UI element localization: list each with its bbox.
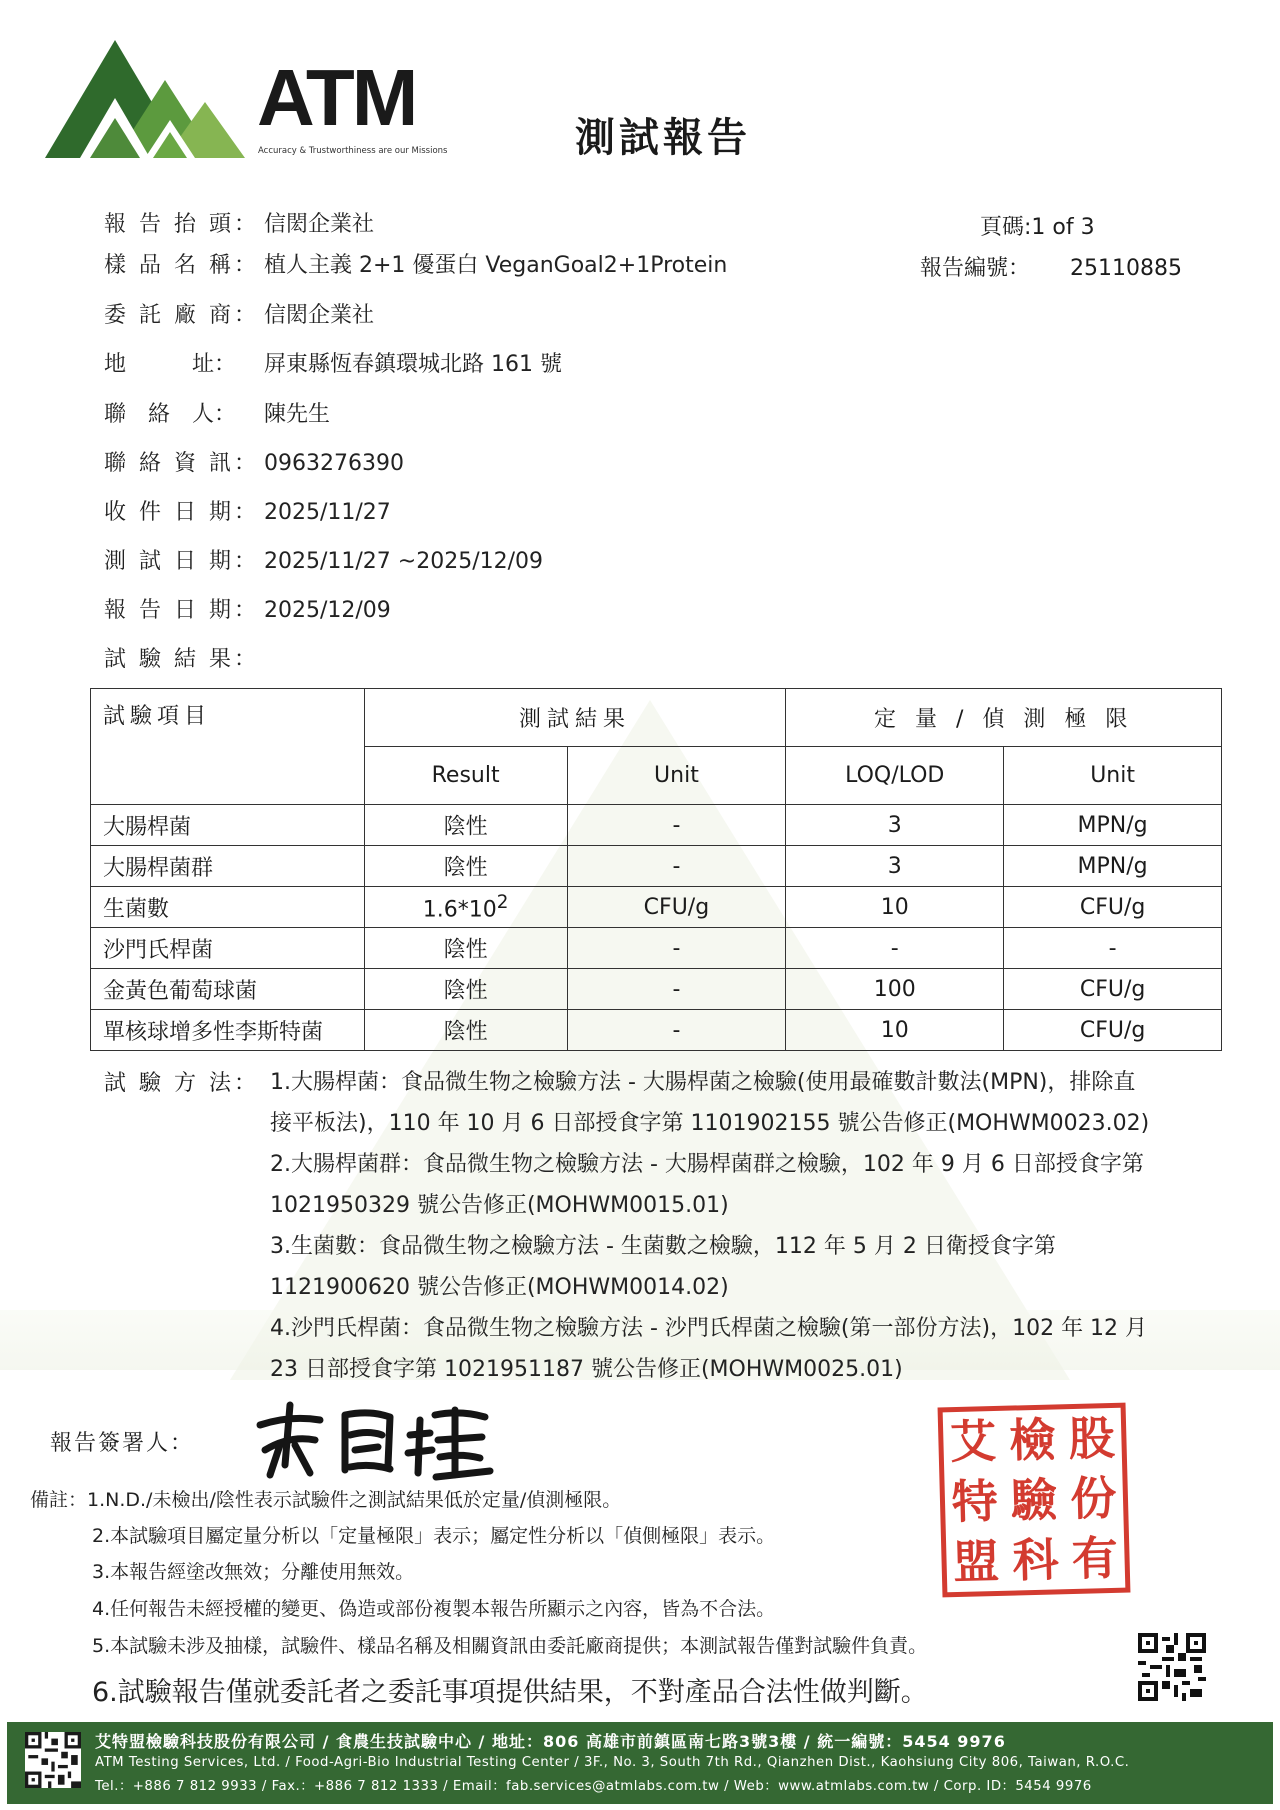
cell-unit: -: [567, 1010, 786, 1051]
cell-result: [364, 969, 567, 1010]
footer-bar: [7, 1722, 1273, 1804]
cell-loq: -: [786, 928, 1004, 969]
cell-unit: -: [567, 928, 786, 969]
table-row: [91, 1010, 1222, 1051]
col-header-unit: Unit: [567, 747, 786, 805]
info-label: 委 託 廠 商：: [104, 303, 259, 328]
cell-item: 金黃色葡萄球菌: [91, 969, 365, 1010]
info-label: 測 試 日 期：: [104, 549, 259, 574]
cell-result: [364, 846, 567, 887]
cell-result: [364, 928, 567, 969]
seal-char: 盟: [952, 1533, 1000, 1590]
info-row-test-results: [104, 645, 264, 675]
method-line: 23 日部授食字第 1021951187 號公告修正(MOHWM0025.01): [270, 1357, 903, 1382]
cell-loq: 100: [786, 969, 1004, 1010]
info-row-contact: [104, 400, 330, 430]
signer-label: 報告簽署人：: [50, 1431, 195, 1456]
cell-unit: -: [567, 805, 786, 846]
seal-char: 檢: [1008, 1412, 1057, 1468]
footer-address-line: ATM Testing Services, Ltd. / Food-Agri-Bio Industrial Testing Center / 3F., No. 3, South 7th Rd., Qianzhen Dist., Kaohsiung City 806, Taiwan, R.O.C.: [95, 1755, 1130, 1770]
cell-result-value: 陰性: [443, 937, 488, 963]
seal-char: 艾: [949, 1413, 997, 1470]
company-seal: [938, 1403, 1131, 1598]
col-header-loq: LOQ/LOD: [786, 747, 1004, 805]
cell-result-value: 陰性: [443, 978, 488, 1004]
table-header-row: [91, 689, 1222, 747]
cell-item: 單核球增多性李斯特菌: [91, 1010, 365, 1051]
report-number-label: 報告編號：: [920, 256, 1031, 281]
seal-char: 科: [1011, 1532, 1060, 1588]
note-line: 4.任何報告未經授權的變更、偽造或部份複製本報告所顯示之內容，皆為不合法。: [92, 1598, 776, 1620]
note-line: 3.本報告經塗改無效；分離使用無效。: [92, 1561, 415, 1583]
info-row-client: [104, 301, 374, 331]
cell-loq: 10: [786, 887, 1004, 928]
info-row-test-date: [104, 547, 543, 577]
cell-loq: 10: [786, 1010, 1004, 1051]
info-row-contact-info: [104, 449, 404, 479]
info-label: 地 址：: [104, 352, 237, 377]
note-line: 6.試驗報告僅就委託者之委託事項提供結果，不對產品合法性做判斷。: [92, 1677, 928, 1708]
note-line: 5.本試驗未涉及抽樣，試驗件、樣品名稱及相關資訊由委託廠商提供；本測試報告僅對試驗件負責。: [92, 1635, 928, 1657]
handwritten-signature: [250, 1395, 500, 1485]
info-row-report-header: [104, 210, 374, 240]
report-number-value: 25110885: [1070, 256, 1182, 281]
cell-item: 生菌數: [91, 887, 365, 928]
method-line: 1021950329 號公告修正(MOHWM0015.01): [270, 1193, 729, 1218]
info-value: 陳先生: [264, 402, 331, 427]
seal-char: 份: [1069, 1470, 1117, 1527]
page-number-label: 頁碼:: [980, 215, 1032, 240]
method-line: 接平板法)，110 年 10 月 6 日部授食字第 1101902155 號公告修正(MOHWM0023.02): [270, 1111, 1150, 1136]
results-table: [90, 688, 1222, 1051]
method-line: 2.大腸桿菌群：食品微生物之檢驗方法 - 大腸桿菌群之檢驗，102 年 9 月 6 日部授食字第: [270, 1152, 1144, 1177]
cell-loq-unit: MPN/g: [1004, 846, 1222, 887]
mountain-logo-icon: [45, 40, 255, 160]
method-line: 1.大腸桿菌：食品微生物之檢驗方法 - 大腸桿菌之檢驗(使用最確數計數法(MPN)，排除直: [270, 1070, 1136, 1095]
page-number: [980, 210, 1095, 241]
page-number-value: 1 of 3: [1031, 215, 1095, 240]
cell-loq-unit: CFU/g: [1004, 887, 1222, 928]
info-value: 植人主義 2+1 優蛋白 VeganGoal2+1Protein: [264, 253, 728, 278]
cell-loq-unit: CFU/g: [1004, 969, 1222, 1010]
col-header-test-result: 測試結果: [364, 689, 786, 747]
info-row-report-date: [104, 596, 391, 626]
cell-loq-unit: -: [1004, 928, 1222, 969]
method-line: 1121900620 號公告修正(MOHWM0014.02): [270, 1275, 729, 1300]
cell-loq-unit: MPN/g: [1004, 805, 1222, 846]
cell-loq: 3: [786, 846, 1004, 887]
table-row: [91, 846, 1222, 887]
col-header-limit: 定 量 / 偵 測 極 限: [786, 689, 1222, 747]
table-row: [91, 805, 1222, 846]
seal-char: 驗: [1010, 1472, 1058, 1528]
cell-item: 沙門氏桿菌: [91, 928, 365, 969]
report-number: [920, 251, 1182, 282]
table-row: [91, 928, 1222, 969]
cell-item: 大腸桿菌群: [91, 846, 365, 887]
col-header-item: 試驗項目: [91, 689, 365, 805]
info-value: 屏東縣恆春鎮環城北路 161 號: [264, 352, 562, 377]
cell-result-value: 陰性: [443, 814, 488, 840]
note-line: 備註：1.N.D./未檢出/陰性表示試驗件之測試結果低於定量/偵測極限。: [30, 1489, 622, 1511]
logo-tagline: Accuracy & Trustworthiness are our Missions: [258, 146, 448, 156]
cell-result: [364, 887, 567, 928]
info-value: 信閎企業社: [264, 303, 375, 328]
info-row-address: [104, 350, 562, 380]
table-row: [91, 969, 1222, 1010]
info-label: 樣 品 名 稱：: [104, 253, 259, 278]
qr-code-icon: [1138, 1633, 1206, 1701]
info-row-sample-name: [104, 251, 727, 281]
seal-char: 有: [1071, 1530, 1119, 1587]
cell-result: [364, 805, 567, 846]
cell-unit: CFU/g: [567, 887, 786, 928]
company-logo: [45, 40, 448, 170]
methods-list: [270, 1062, 1200, 1390]
note-line: 2.本試驗項目屬定量分析以「定量極限」表示；屬定性分析以「偵側極限」表示。: [92, 1525, 776, 1547]
cell-loq: 3: [786, 805, 1004, 846]
table-row: [91, 887, 1222, 928]
cell-result: [364, 1010, 567, 1051]
logo-wordmark: ATM: [257, 53, 416, 142]
col-header-result: Result: [364, 747, 567, 805]
info-label: 報 告 日 期：: [104, 598, 259, 623]
cell-unit: -: [567, 969, 786, 1010]
cell-result-exp: 2: [496, 891, 509, 913]
info-value: 0963276390: [264, 451, 404, 476]
info-label: 聯 絡 人：: [104, 402, 237, 427]
info-label: 收 件 日 期：: [104, 500, 259, 525]
info-value: 信閎企業社: [264, 212, 375, 237]
footer-company-line: 艾特盟檢驗科技股份有限公司 / 食農生技試驗中心 / 地址：806 高雄市前鎮區南七路3號3樓 / 統一編號：5454 9976: [95, 1732, 1006, 1751]
seal-char: 特: [950, 1473, 999, 1530]
cell-item: 大腸桿菌: [91, 805, 365, 846]
info-value: 2025/12/09: [264, 598, 391, 623]
cell-result-value: 1.6*10: [422, 897, 497, 923]
cell-result-value: 陰性: [443, 855, 488, 881]
method-line: 4.沙門氏桿菌：食品微生物之檢驗方法 - 沙門氏桿菌之檢驗(第一部份方法)，102 年 12 月: [270, 1316, 1148, 1341]
col-header-loq-unit: Unit: [1004, 747, 1222, 805]
cell-result-value: 陰性: [443, 1019, 488, 1045]
info-label: 報 告 抬 頭：: [104, 212, 259, 237]
cell-unit: -: [567, 846, 786, 887]
info-value: 2025/11/27 ~2025/12/09: [264, 549, 544, 574]
seal-char: 股: [1068, 1410, 1116, 1467]
info-label: 試 驗 結 果：: [104, 647, 259, 672]
footer-contact-line: Tel.：+886 7 812 9933 / Fax.：+886 7 812 1333 / Email：fab.services@atmlabs.com.tw / Web：www.atmlabs.com.tw / Corp. ID：5454 9976: [95, 1779, 1092, 1794]
footer-qr-code-icon: [25, 1732, 81, 1788]
info-value: 2025/11/27: [264, 500, 391, 525]
info-label: 聯 絡 資 訊：: [104, 451, 259, 476]
methods-label: 試 驗 方 法：: [104, 1071, 259, 1096]
method-line: 3.生菌數：食品微生物之檢驗方法 - 生菌數之檢驗，112 年 5 月 2 日衛授食字第: [270, 1234, 1056, 1259]
document-title: 測試報告: [575, 115, 751, 161]
info-row-received-date: [104, 498, 391, 528]
cell-loq-unit: CFU/g: [1004, 1010, 1222, 1051]
